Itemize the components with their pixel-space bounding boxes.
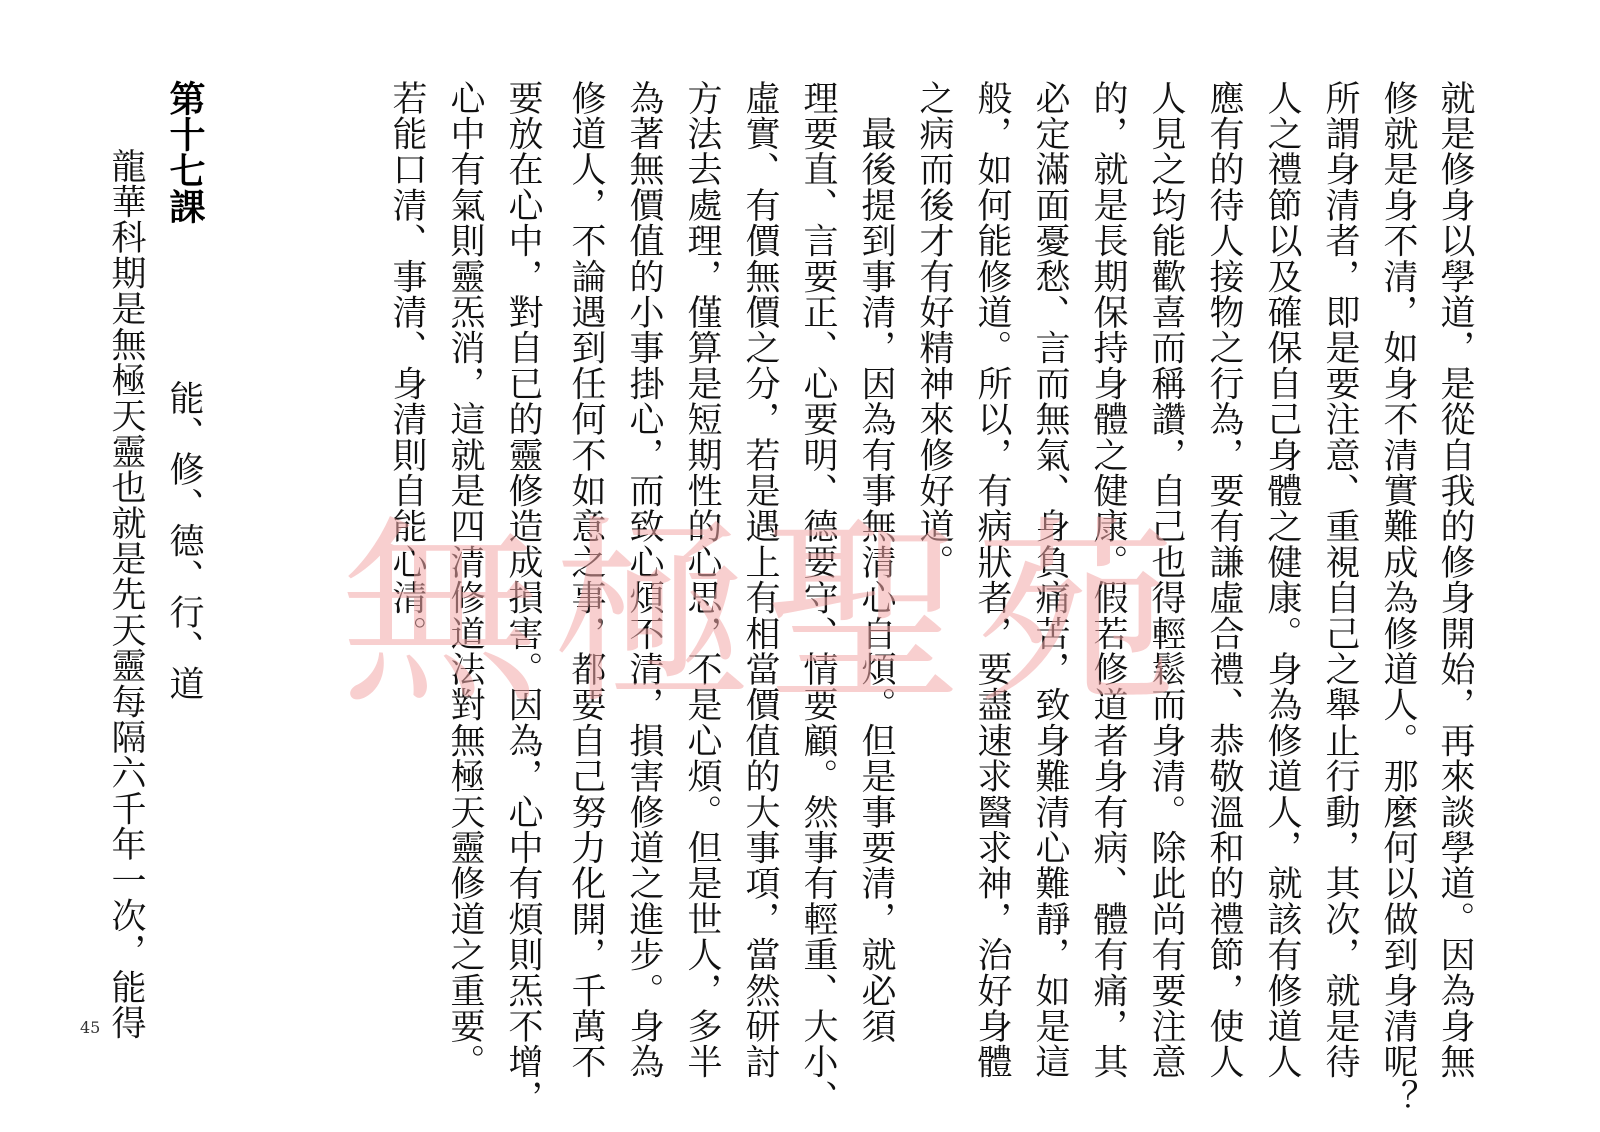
- text-column-19: 若能口清、事清、身清則自能心清。: [387, 80, 427, 652]
- lesson-first-line: 龍華科期是無極天靈也就是先天靈每隔六千年一次，能得: [106, 148, 146, 1041]
- text-column-11: 最後提到事清，因為有事無清心自煩。但是事要清，就必須: [856, 80, 896, 1044]
- page-number: 45: [80, 1018, 101, 1037]
- text-column-2: 修就是身不清，如身不清實難成為修道人。那麼何以做到身清呢？: [1378, 80, 1418, 1116]
- watermark-stamp: 無極聖苑: [340, 499, 1189, 732]
- text-column-17: 要放在心中，對自已的靈修造成損害。因為，心中有煩則炁不增，: [503, 80, 543, 1116]
- text-column-3: 所謂身清者，即是要注意、重視自己之舉止行動，其次，就是待: [1320, 80, 1360, 1080]
- text-column-13: 虛實、有價無價之分，若是遇上有相當價值的大事項，當然研討: [740, 80, 780, 1080]
- lesson-subtitle: 能、修、德、行、道: [164, 380, 204, 702]
- lesson-title: 第十七課: [164, 80, 205, 224]
- text-column-12: 理要直、言要正、心要明、德要守、情要顧。然事有輕重、大小、: [798, 80, 838, 1116]
- text-column-18: 心中有氣則靈炁消，這就是四清修道法對無極天靈修道之重要。: [445, 80, 485, 1080]
- text-column-7: 的，就是長期保持身體之健康。假若修道者身有病、體有痛，其: [1088, 80, 1128, 1080]
- text-column-8: 必定滿面憂愁、言而無氣、身負痛苦，致身難清心難靜，如是這: [1030, 80, 1070, 1080]
- text-column-6: 人見之均能歡喜而稱讚，自己也得輕鬆而身清。除此尚有要注意: [1146, 80, 1186, 1080]
- text-column-1: 就是修身以學道，是從自我的修身開始，再來談學道。因為身無: [1435, 80, 1475, 1080]
- text-column-10: 之病而後才有好精神來修好道。: [914, 80, 954, 580]
- text-column-16: 修道人，不論遇到任何不如意之事，都要自己努力化開，千萬不: [566, 80, 606, 1080]
- text-column-9: 般，如何能修道。所以，有病狀者，要盡速求醫求神，治好身體: [972, 80, 1012, 1080]
- text-column-5: 應有的待人接物之行為，要有謙虛合禮、恭敬溫和的禮節，使人: [1204, 80, 1244, 1080]
- text-column-14: 方法去處理，僅算是短期性的心思，不是心煩。但是世人，多半: [682, 80, 722, 1080]
- text-column-15: 為著無價值的小事掛心，而致心煩不清，損害修道之進步。身為: [624, 80, 664, 1080]
- text-column-4: 人之禮節以及確保自己身體之健康。身為修道人，就該有修道人: [1262, 80, 1302, 1080]
